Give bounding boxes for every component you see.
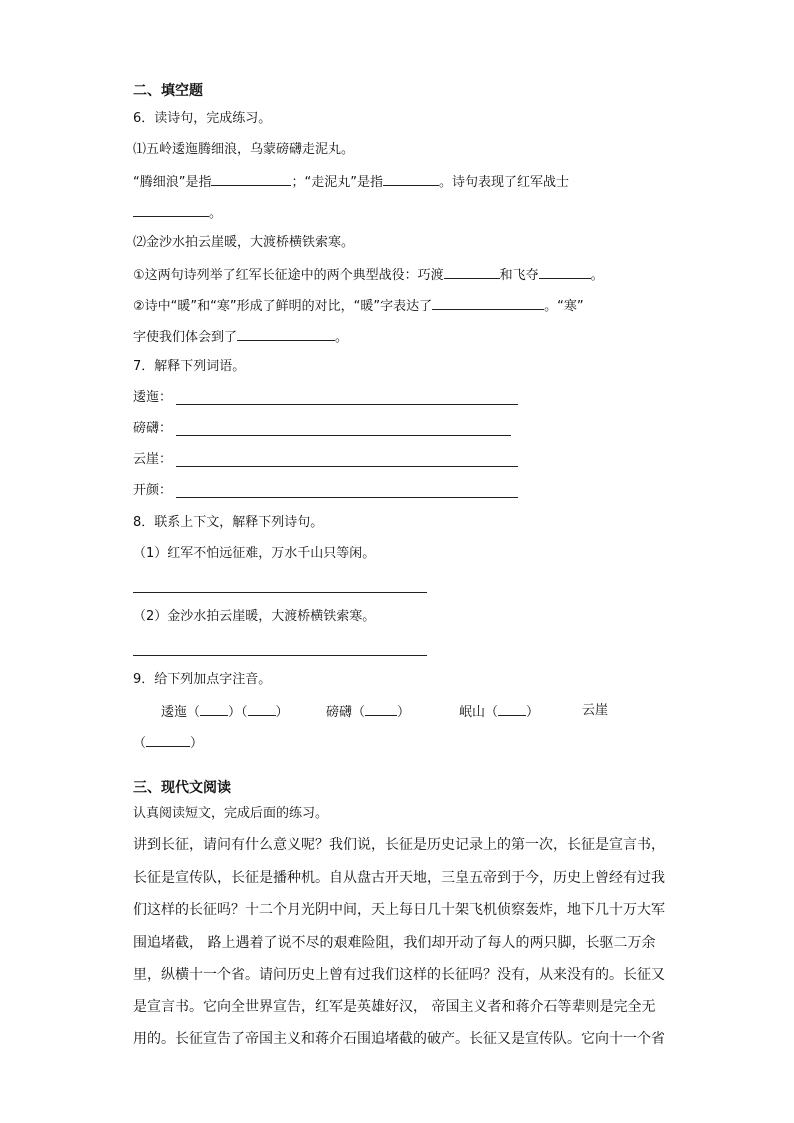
word-label: 磅礴： xyxy=(133,421,173,436)
pinyin-blank[interactable] xyxy=(146,733,190,747)
question-8-item-1: （1）红军不怕远征难，万水千山只等闲。 xyxy=(133,546,376,561)
answer-line[interactable] xyxy=(176,466,518,467)
q6-sub1-text-b: 和飞夺 xyxy=(499,268,539,283)
q6-sub2-end: 。 xyxy=(335,330,349,345)
passage-line: 们这样的长征吗？十二个月光阴中间，天上每日几十架飞机侦察轰炸，地下几十万大军 xyxy=(133,902,665,918)
pinyin-blank[interactable] xyxy=(200,702,228,716)
answer-blank[interactable] xyxy=(237,327,335,341)
question-6-part-1 xyxy=(133,172,569,192)
question-6-sub-1 xyxy=(133,265,604,285)
question-6-poem-2: ⑵金沙水拍云崖暖，大渡桥横铁索寒。 xyxy=(133,235,355,250)
q6-text-c: 。诗句表现了红军战士 xyxy=(438,175,569,190)
passage-line: 长征是宣传队，长征是播种机。自从盘古开天地，三皇五帝到于今，历史上曾经有过我 xyxy=(133,870,665,886)
answer-blank[interactable] xyxy=(539,265,591,279)
answer-blank[interactable] xyxy=(444,265,500,279)
pinyin-item-2 xyxy=(326,702,410,722)
pinyin-close: ） xyxy=(190,736,204,751)
question-9-title: 9．给下列加点字注音。 xyxy=(133,672,272,687)
passage-line: 是宣言书。它向全世界宣告，红军是英雄好汉， 帝国主义者和蒋介石等辈则是完全无 xyxy=(133,999,656,1015)
pinyin-word: 逶迤（ xyxy=(161,705,201,720)
section-heading-reading: 三、现代文阅读 xyxy=(133,780,231,796)
pinyin-item-3 xyxy=(459,702,539,722)
pinyin-close: ） xyxy=(526,705,540,720)
pinyin-item-1 xyxy=(161,702,289,722)
q6-end: 。 xyxy=(209,206,223,221)
q6-sub2-text-c: 字使我们体会到了 xyxy=(133,330,238,345)
pinyin-close: ） xyxy=(275,705,289,720)
question-6-title: 6．读诗句，完成练习。 xyxy=(133,111,272,126)
question-6-sub-2-cont xyxy=(133,327,348,347)
answer-blank[interactable] xyxy=(211,172,291,186)
passage-line: 用的。长征宣告了帝国主义和蒋介石围追堵截的破产。长征又是宣传队。它向十一个省 xyxy=(133,1031,665,1047)
reading-intro: 认真阅读短文，完成后面的练习。 xyxy=(133,806,329,821)
answer-line[interactable] xyxy=(176,435,511,436)
answer-blank[interactable] xyxy=(133,203,209,217)
passage-line: 里，纵横十一个省。请问历史上曾有过我们这样的长征吗？没有，从来没有的。长征又 xyxy=(133,967,665,983)
pinyin-open: （ xyxy=(133,736,147,751)
answer-blank[interactable] xyxy=(432,296,544,310)
q6-sub2-text-b: 。“寒” xyxy=(544,299,584,314)
question-7-title: 7．解释下列词语。 xyxy=(133,359,246,374)
q6-sub2-text-a: ②诗中“暖”和“寒”形成了鲜明的对比，“暖”字表达了 xyxy=(133,299,433,314)
passage-line: 围追堵截， 路上遇着了说不尽的艰难险阻，我们却开动了每人的两只脚，长驱二万余 xyxy=(133,935,656,951)
question-8-title: 8．联系上下文，解释下列诗句。 xyxy=(133,515,324,530)
answer-blank[interactable] xyxy=(383,172,439,186)
word-label: 云崖： xyxy=(133,452,173,467)
question-8-item-2: （2）金沙水拍云崖暖，大渡桥横铁索寒。 xyxy=(133,609,376,624)
pinyin-item-4-answer xyxy=(133,733,203,753)
pinyin-sep: ）（ xyxy=(228,705,248,720)
section-heading-fill-blank: 二、填空题 xyxy=(133,83,203,99)
answer-line[interactable] xyxy=(133,592,427,593)
pinyin-blank[interactable] xyxy=(248,702,276,716)
pinyin-item-4-word: 云崖 xyxy=(582,703,609,718)
answer-line[interactable] xyxy=(176,404,518,405)
q6-sub1-text-a: ①这两句诗列举了红军长征途中的两个典型战役：巧渡 xyxy=(133,268,444,283)
question-6-poem-1: ⑴五岭逶迤腾细浪，乌蒙磅礴走泥丸。 xyxy=(133,142,355,157)
word-label: 逶迤： xyxy=(133,390,173,405)
pinyin-blank[interactable] xyxy=(365,702,397,716)
pinyin-close: ） xyxy=(397,705,411,720)
question-6-sub-2 xyxy=(133,296,584,316)
question-6-part-1-cont xyxy=(133,203,222,223)
q6-sub1-end: 。 xyxy=(590,268,604,283)
word-label: 开颜： xyxy=(133,483,173,498)
answer-line[interactable] xyxy=(133,655,427,656)
q6-text-b: ；“走泥丸”是指 xyxy=(291,175,383,190)
answer-line[interactable] xyxy=(176,497,518,498)
pinyin-blank[interactable] xyxy=(498,702,526,716)
pinyin-word: 岷山（ xyxy=(459,705,499,720)
q6-text-a: “腾细浪”是指 xyxy=(133,175,212,190)
pinyin-word: 磅礴（ xyxy=(326,705,366,720)
passage-line: 讲到长征，请问有什么意义呢？我们说，长征是历史记录上的第一次，长征是宣言书， xyxy=(133,837,665,853)
